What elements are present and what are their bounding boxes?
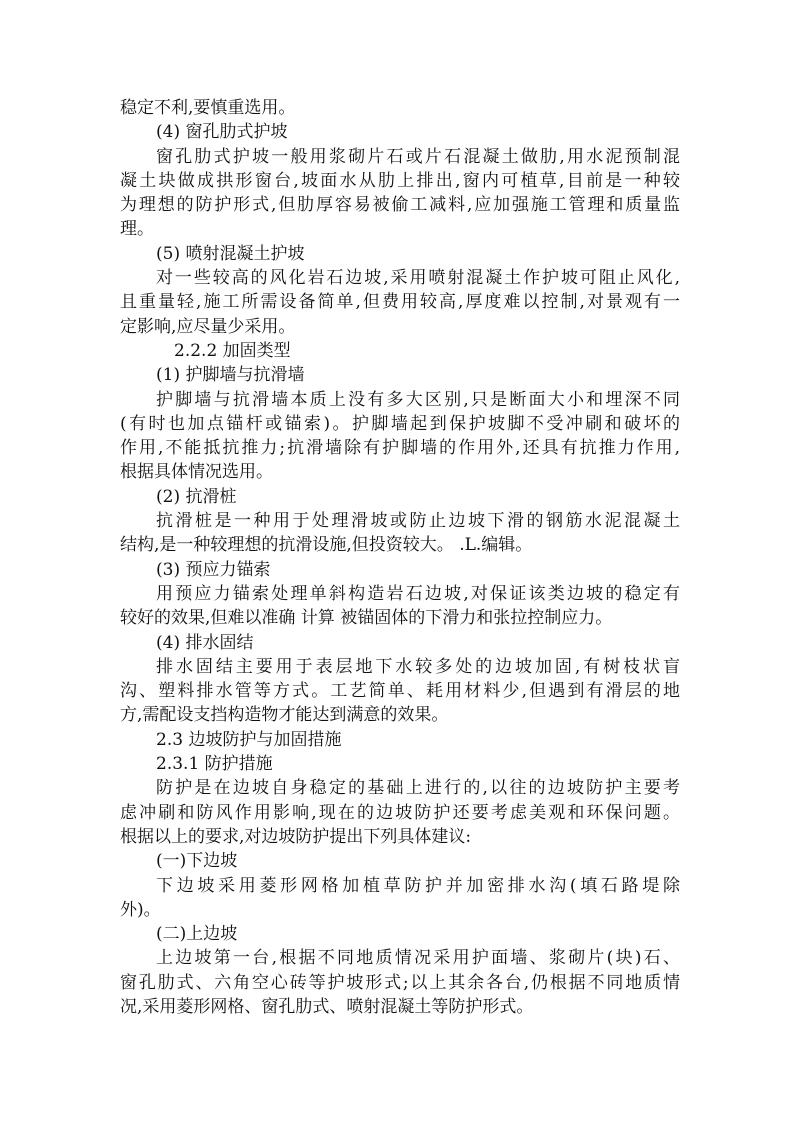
paragraph-line: 窗孔肋式护坡一般用浆砌片石或片石混凝土做肋,用水泥预制混	[156, 146, 680, 167]
paragraph-line: 防护是在边坡自身稳定的基础上进行的,以往的边坡防护主要考	[156, 778, 680, 799]
paragraph-line: 方,需配设支挡构造物才能达到满意的效果。	[120, 705, 449, 726]
paragraph-line: 沟、塑料排水管等方式。工艺简单、耗用材料少,但遇到有滑层的地	[120, 681, 680, 702]
section-heading-2-3: 2.3 边坡防护与加固措施	[156, 729, 342, 750]
section-heading-2-3-1: 2.3.1 防护措施	[156, 754, 273, 775]
paragraph-line: 护脚墙与抗滑墙本质上没有多大区别,只是断面大小和埋深不同	[156, 389, 680, 410]
paragraph-line: 上边坡第一台,根据不同地质情况采用护面墙、浆砌片(块)石、	[156, 948, 680, 969]
paragraph-line: 结构,是一种较理想的抗滑设施,但投资较大。 .L.编辑。	[120, 535, 533, 556]
paragraph-line: 定影响,应尽量少采用。	[120, 316, 296, 337]
paragraph-line: 根据以上的要求,对边坡防护提出下列具体建议:	[120, 826, 472, 847]
paragraph-line: 较好的效果,但难以准确 计算 被锚固体的下滑力和张拉控制应力。	[120, 608, 613, 629]
paragraph-line: 稳定不利,要慎重选用。	[120, 98, 296, 118]
subheading-drainage-consolidation: (4) 排水固结	[156, 632, 254, 653]
paragraph-line: 作用,不能抵抗推力;抗滑墙除有护脚墙的作用外,还具有抗推力作用,	[120, 438, 680, 459]
paragraph-line: 况,采用菱形网格、窗孔肋式、喷射混凝土等防护形式。	[120, 996, 534, 1017]
paragraph-line: 凝土块做成拱形窗台,坡面水从肋上排出,窗内可植草,目前是一种较	[120, 170, 680, 191]
subheading-shotcrete-slope: (5) 喷射混凝土护坡	[156, 243, 305, 264]
paragraph-line: 且重量轻,施工所需设备简单,但费用较高,厚度难以控制,对景观有一	[120, 292, 680, 313]
paragraph-line: 用预应力锚索处理单斜构造岩石边坡,对保证该类边坡的稳定有	[156, 583, 680, 604]
document-body	[120, 96, 680, 1019]
paragraph-line: 抗滑桩是一种用于处理滑坡或防止边坡下滑的钢筋水泥混凝土	[156, 511, 680, 532]
subheading-lower-slope: (一)下边坡	[156, 851, 238, 872]
subheading-upper-slope: (二)上边坡	[156, 924, 238, 945]
paragraph-line: 外)。	[120, 899, 161, 920]
paragraph-line: 窗孔肋式、六角空心砖等护坡形式;以上其余各台,仍根据不同地质情	[120, 972, 680, 993]
paragraph-line: 根据具体情况选用。	[120, 462, 273, 483]
subheading-retaining-wall: (1) 护脚墙与抗滑墙	[156, 365, 305, 386]
subheading-prestressed-anchor: (3) 预应力锚索	[156, 559, 271, 580]
section-heading-2-2-2: 2.2.2 加固类型	[174, 340, 291, 361]
paragraph-line: 对一些较高的风化岩石边坡,采用喷射混凝土作护坡可阻止风化,	[156, 268, 680, 289]
paragraph-line: 排水固结主要用于表层地下水较多处的边坡加固,有树枝状盲	[156, 656, 680, 677]
paragraph-line: 下边坡采用菱形网格加植草防护并加密排水沟(填石路堤除	[156, 875, 680, 896]
paragraph-line: 为理想的防护形式,但肋厚容易被偷工减料,应加强施工管理和质量监	[120, 195, 680, 216]
subheading-window-rib-slope: (4) 窗孔肋式护坡	[156, 122, 288, 143]
paragraph-line: 理。	[120, 219, 154, 240]
subheading-anti-slide-pile: (2) 抗滑桩	[156, 486, 237, 507]
paragraph-line: (有时也加点锚杆或锚索)。护脚墙起到保护坡脚不受冲刷和破坏的	[120, 413, 680, 434]
paragraph-line: 虑冲刷和防风作用影响,现在的边坡防护还要考虑美观和环保问题。	[120, 802, 680, 823]
